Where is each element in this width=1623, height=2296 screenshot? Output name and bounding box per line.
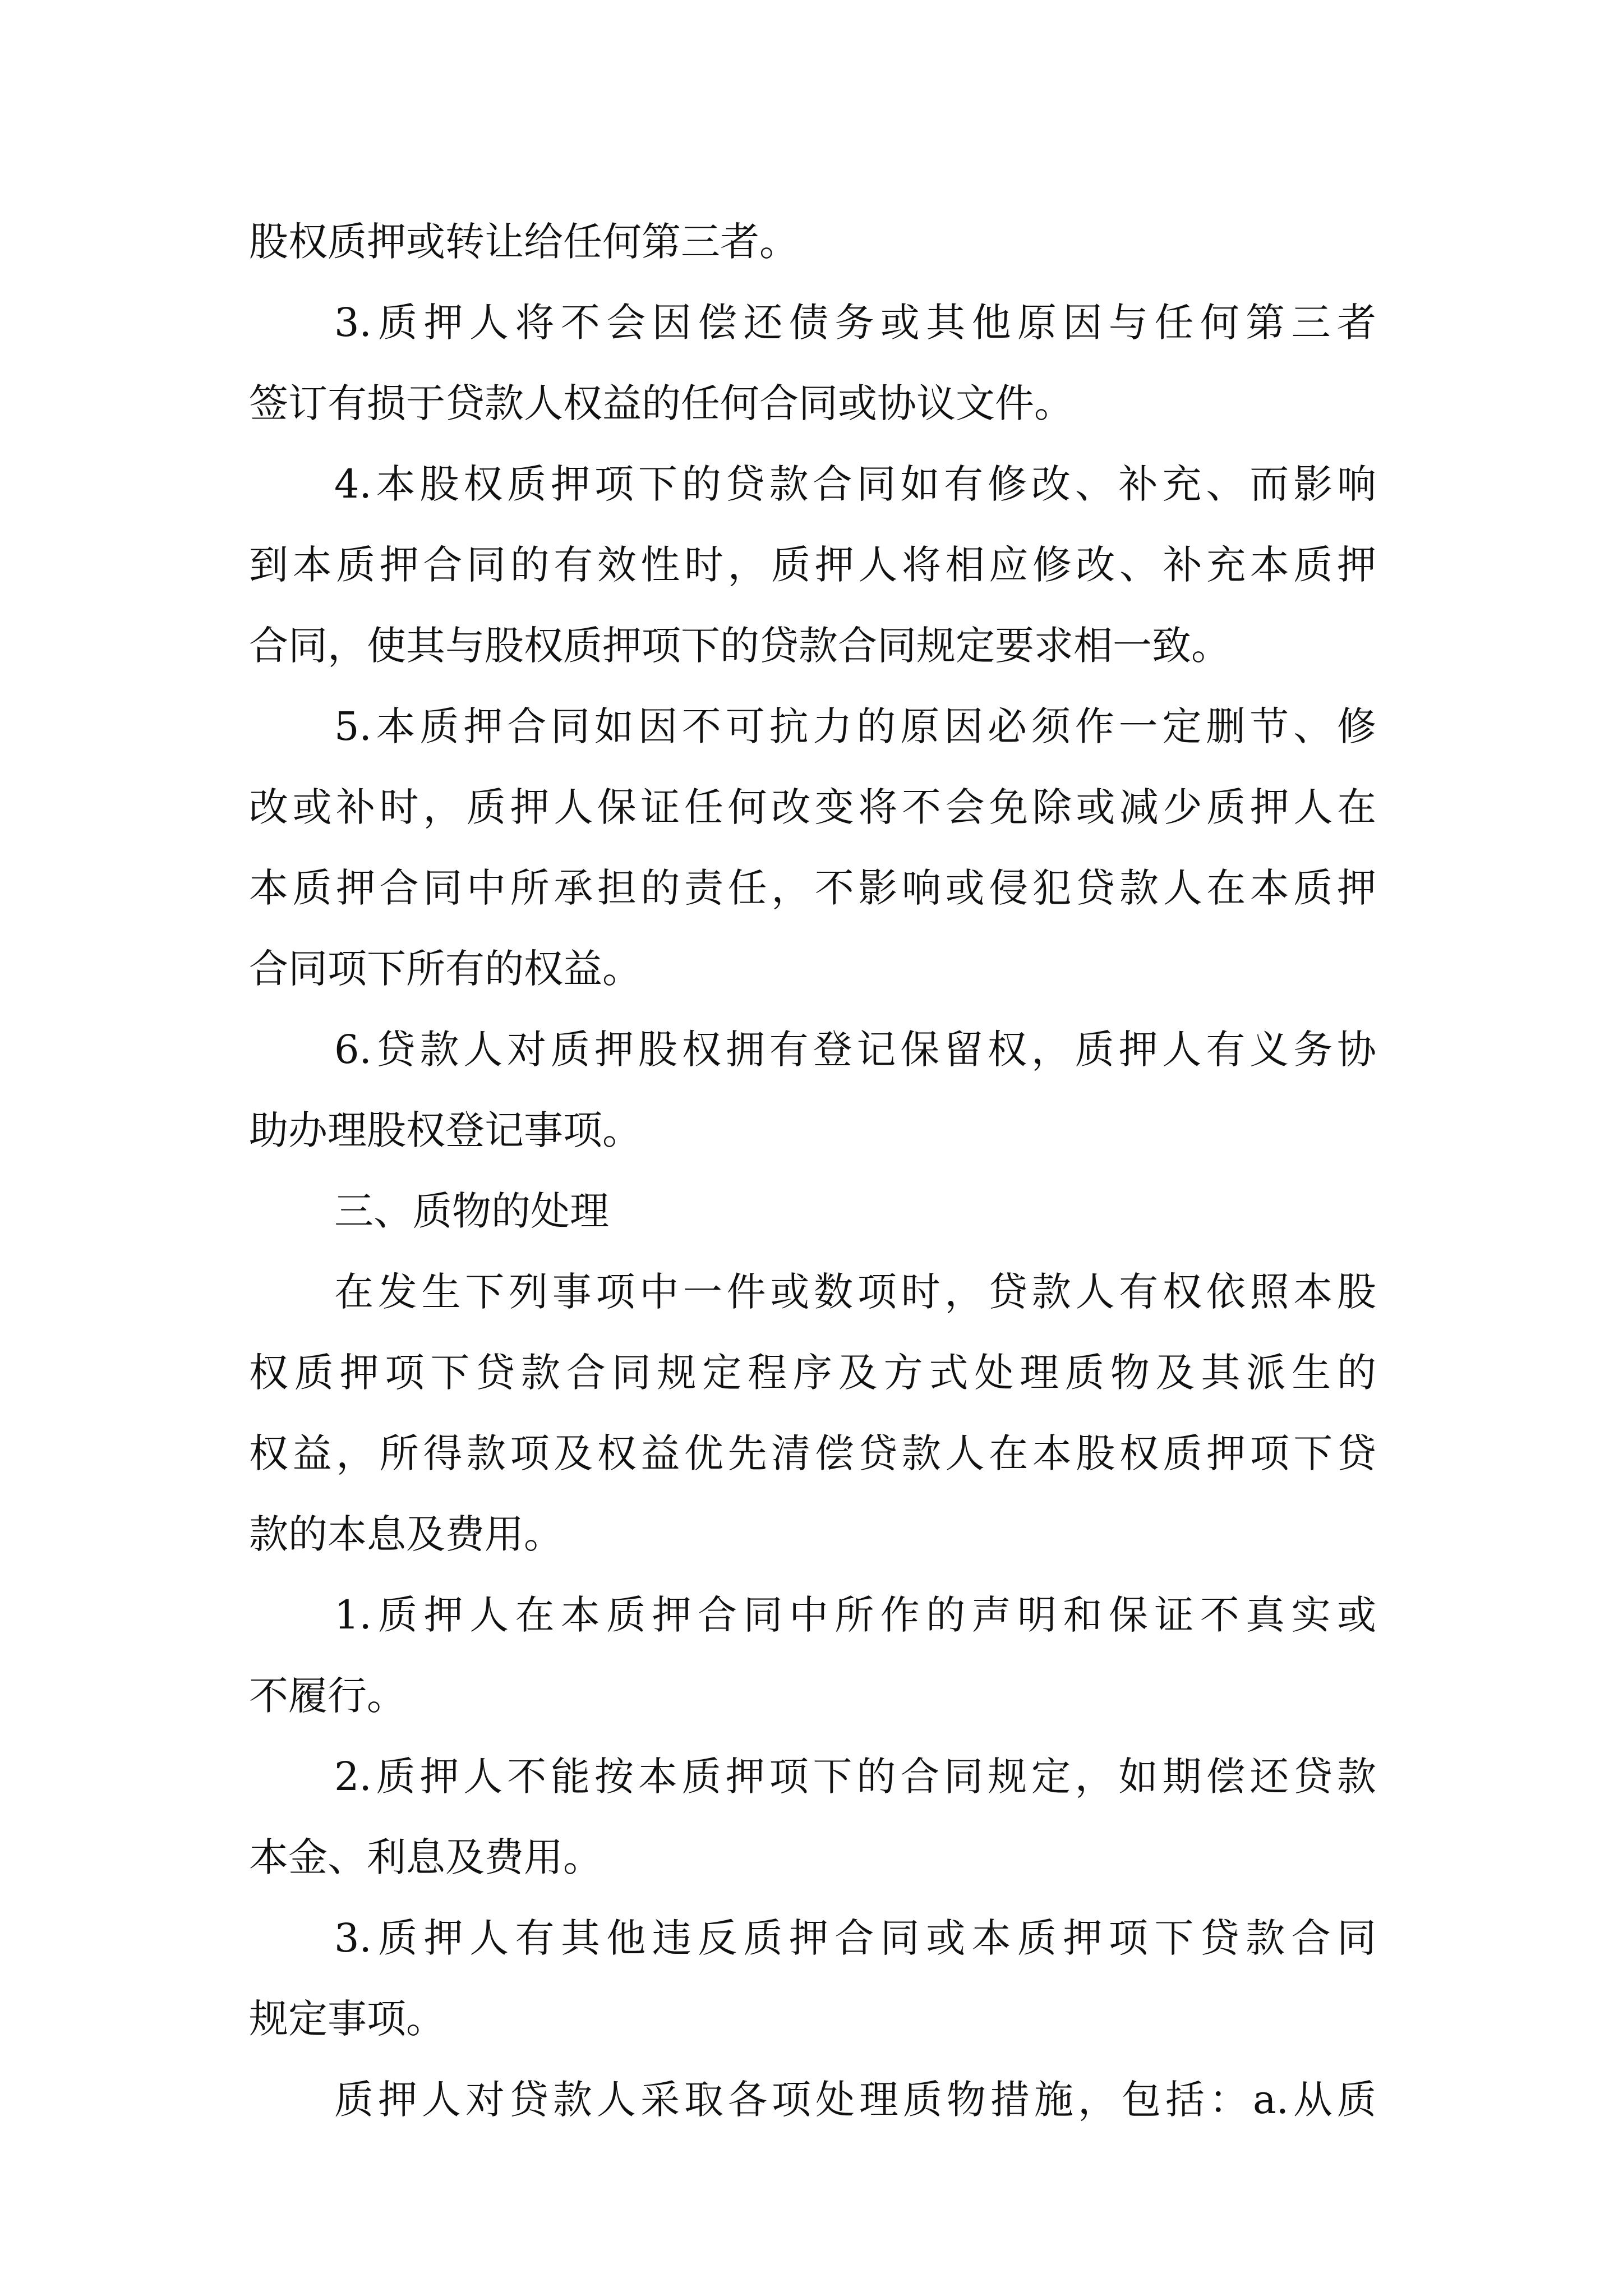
text-line: 在发生下列事项中一件或数项时，贷款人有权依照本股 <box>334 1269 1376 1315</box>
text-line: 5.本质押合同如因不可抗力的原因必须作一定删节、修 <box>334 703 1376 749</box>
text-line: 2.质押人不能按本质押项下的合同规定，如期偿还贷款 <box>334 1754 1376 1800</box>
text-line: 助办理股权登记事项。 <box>249 1107 642 1153</box>
text-line: 本质押合同中所承担的责任，不影响或侵犯贷款人在本质押 <box>249 865 1376 911</box>
text-line: 不履行。 <box>249 1673 406 1719</box>
text-line: 款的本息及费用。 <box>249 1511 563 1557</box>
text-line: 4.本股权质押项下的贷款合同如有修改、补充、而影响 <box>334 461 1376 507</box>
text-line: 规定事项。 <box>249 1996 445 2042</box>
text-line: 签订有损于贷款人权益的任何合同或协议文件。 <box>249 380 1073 426</box>
text-line: 6.贷款人对质押股权拥有登记保留权，质押人有义务协 <box>334 1027 1376 1073</box>
text-line: 到本质押合同的有效性时，质押人将相应修改、补充本质押 <box>249 542 1376 588</box>
text-line: 权质押项下贷款合同规定程序及方式处理质物及其派生的 <box>249 1350 1376 1396</box>
text-line: 3.质押人有其他违反质押合同或本质押项下贷款合同 <box>334 1915 1376 1961</box>
text-line: 本金、利息及费用。 <box>249 1834 602 1880</box>
text-line: 权益，所得款项及权益优先清偿贷款人在本股权质押项下贷 <box>249 1430 1376 1476</box>
text-line: 合同项下所有的权益。 <box>249 946 642 992</box>
text-line: 改或补时，质押人保证任何改变将不会免除或减少质押人在 <box>249 784 1376 830</box>
text-line: 合同，使其与股权质押项下的贷款合同规定要求相一致。 <box>249 623 1230 669</box>
text-line: 三、质物的处理 <box>334 1188 609 1234</box>
text-line: 1.质押人在本质押合同中所作的声明和保证不真实或 <box>334 1592 1376 1638</box>
document-body <box>249 201 1376 2140</box>
text-line: 3.质押人将不会因偿还债务或其他原因与任何第三者 <box>334 300 1376 346</box>
text-line: 质押人对贷款人采取各项处理质物措施，包括：a.从质 <box>334 2077 1376 2123</box>
text-line: 股权质押或转让给任何第三者。 <box>249 219 799 265</box>
